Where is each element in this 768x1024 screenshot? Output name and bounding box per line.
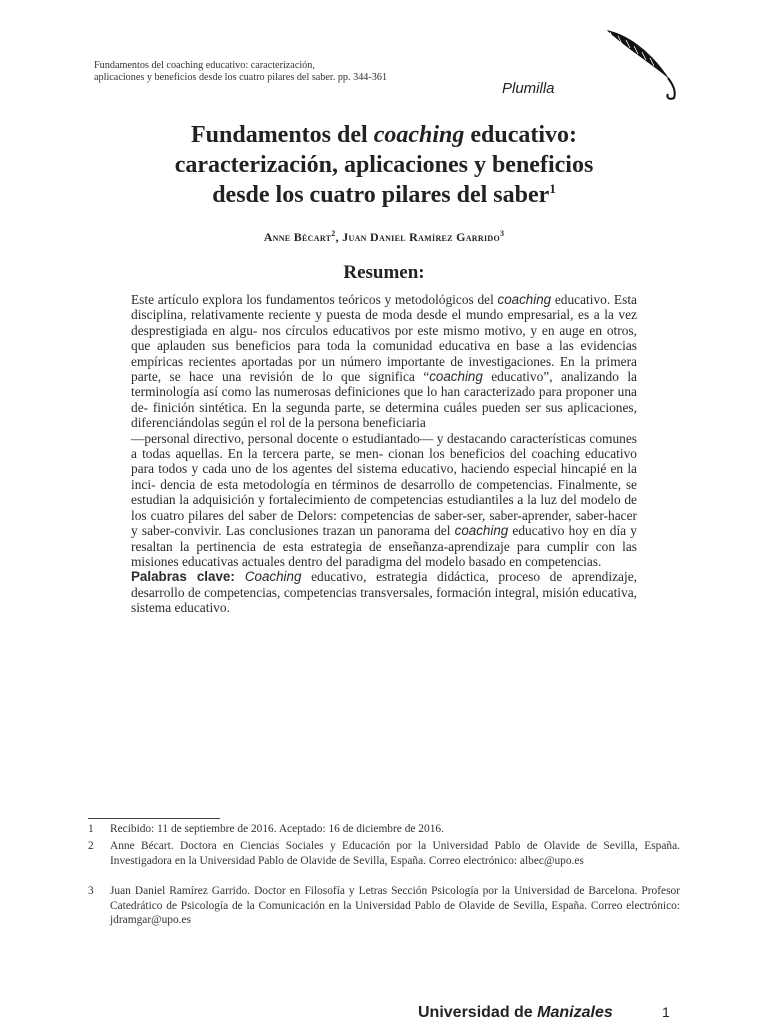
footer-university-name: Universidad de	[418, 1004, 538, 1018]
abstract-italic-term: coaching	[429, 369, 483, 385]
abstract-text: educativo. Esta disciplina, relativamente reciente y puesta de moda desde el mundo empresarial, es a la vez desprestigiada en algu- nos círculos educativos por este mismo motivo, y en auge en otros, que aplauden sus beneficios para toda la comunidad educativa en base a las evidencias empíricas recientes aportadas por un número importante de investigaciones. En la primera parte, se hace una revisión de lo que significa “	[131, 292, 637, 385]
title-italic: coaching	[373, 122, 465, 148]
title-part1: Fundamentos del	[190, 122, 374, 148]
feather-quill-icon	[600, 24, 684, 102]
footnote-number: 1	[88, 823, 94, 835]
abstract-text: Este artículo explora los fundamentos teóricos y metodológicos del	[131, 292, 498, 307]
author-2-footnote-ref: 3	[499, 229, 505, 238]
footnote-3	[88, 884, 680, 928]
keywords	[131, 569, 637, 615]
author-separator: ,	[335, 230, 343, 244]
running-head-line2: aplicaciones y beneficios desde los cuatro pilares del saber. pp. 344-361	[94, 72, 388, 83]
footnote-number: 3	[88, 885, 94, 897]
title-footnote-ref: 1	[549, 181, 556, 196]
abstract-body	[131, 292, 637, 616]
footnote-text: Anne Bécart. Doctora en Ciencias Sociales y Educación por la Universidad Pablo de Olavide de Sevilla, España. Investigadora en la Universidad Pablo de Olavide de Sevilla, España. Correo electrónico: albec@upo.es	[110, 840, 680, 867]
footer-university-city: Manizales	[537, 1004, 613, 1018]
author-1: Anne Bécart	[263, 230, 332, 244]
article-title	[100, 120, 668, 210]
title-line2: caracterización, aplicaciones y beneficios	[174, 152, 594, 178]
abstract-text: educativo hoy en día y resaltan la pertinencia de esta estrategia de enseñanza-aprendizaje para cumplir con las misiones educativas actuales dentro del paradigma del modelo basado en competencias.	[131, 523, 637, 569]
keywords-list: educativo, estrategia didáctica, proceso de aprendizaje, desarrollo de competencias, competencias transversales, formación integral, misión educativa, sistema educativo.	[131, 569, 637, 616]
footnote-1	[88, 822, 680, 837]
footnote-number: 2	[88, 840, 94, 852]
title-part2: educativo:	[464, 122, 578, 148]
footnote-divider	[88, 818, 220, 819]
keywords-label: Palabras clave:	[131, 569, 235, 585]
abstract-italic-term: coaching	[497, 292, 552, 307]
keywords-italic: Coaching	[234, 569, 302, 585]
running-head	[94, 60, 387, 84]
running-head-line1: Fundamentos del coaching educativo: caracterización,	[94, 60, 315, 71]
abstract-text: educativo”, analizando la terminología así como las numerosas definiciones que lo han caracterizado para proponer una de- finición sintética. En la segunda parte, se determina cuáles pueden ser sus aplicaciones, diferenciándolas según el rol de la persona beneficiaria	[131, 369, 637, 431]
abstract-text: —personal directivo, personal docente o estudiantado— y destacando características comunes a todas aquellas. En la tercera parte, se men- cionan los beneficios del coaching educativo para todos y cada uno de los agentes del sistema educativo, haciendo especial hincapié en la inci- dencia de esta metodología en términos de desarrollo de competencias. Finalmente, se estudian la adquisición y fortalecimiento de competencias estudiantiles a la luz del modelo de los cuatro pilares del saber de Delors: competencias de saber-ser, saber-aprender, saber-hacer y saber-convivir. Las conclusiones trazan un panorama del	[131, 430, 637, 539]
footnote-text: Juan Daniel Ramírez Garrido. Doctor en Filosofía y Letras Sección Psicología por la Universidad de Barcelona. Profesor Catedrático de Psicología de la Comunicación en la Universidad Pablo de Olavide de Sevilla, España. Correo electrónico: jdramgar@upo.es	[110, 885, 680, 926]
page-number: 1	[662, 1004, 670, 1018]
author-1-footnote-ref: 2	[331, 229, 336, 238]
abstract-paragraph-2	[131, 431, 637, 570]
abstract-italic-term: coaching	[454, 523, 509, 539]
footer-university	[418, 1004, 613, 1018]
footnote-text: Recibido: 11 de septiembre de 2016. Aceptado: 16 de diciembre de 2016.	[110, 823, 444, 835]
journal-logo-text: Plumilla	[502, 80, 555, 94]
footnote-2	[88, 839, 680, 868]
title-line3: desde los cuatro pilares del saber	[212, 182, 550, 208]
abstract-heading: Resumen:	[343, 262, 425, 283]
author-list	[100, 229, 668, 245]
abstract-paragraph-1	[131, 292, 637, 431]
author-2: Juan Daniel Ramírez Garrido	[342, 230, 500, 244]
